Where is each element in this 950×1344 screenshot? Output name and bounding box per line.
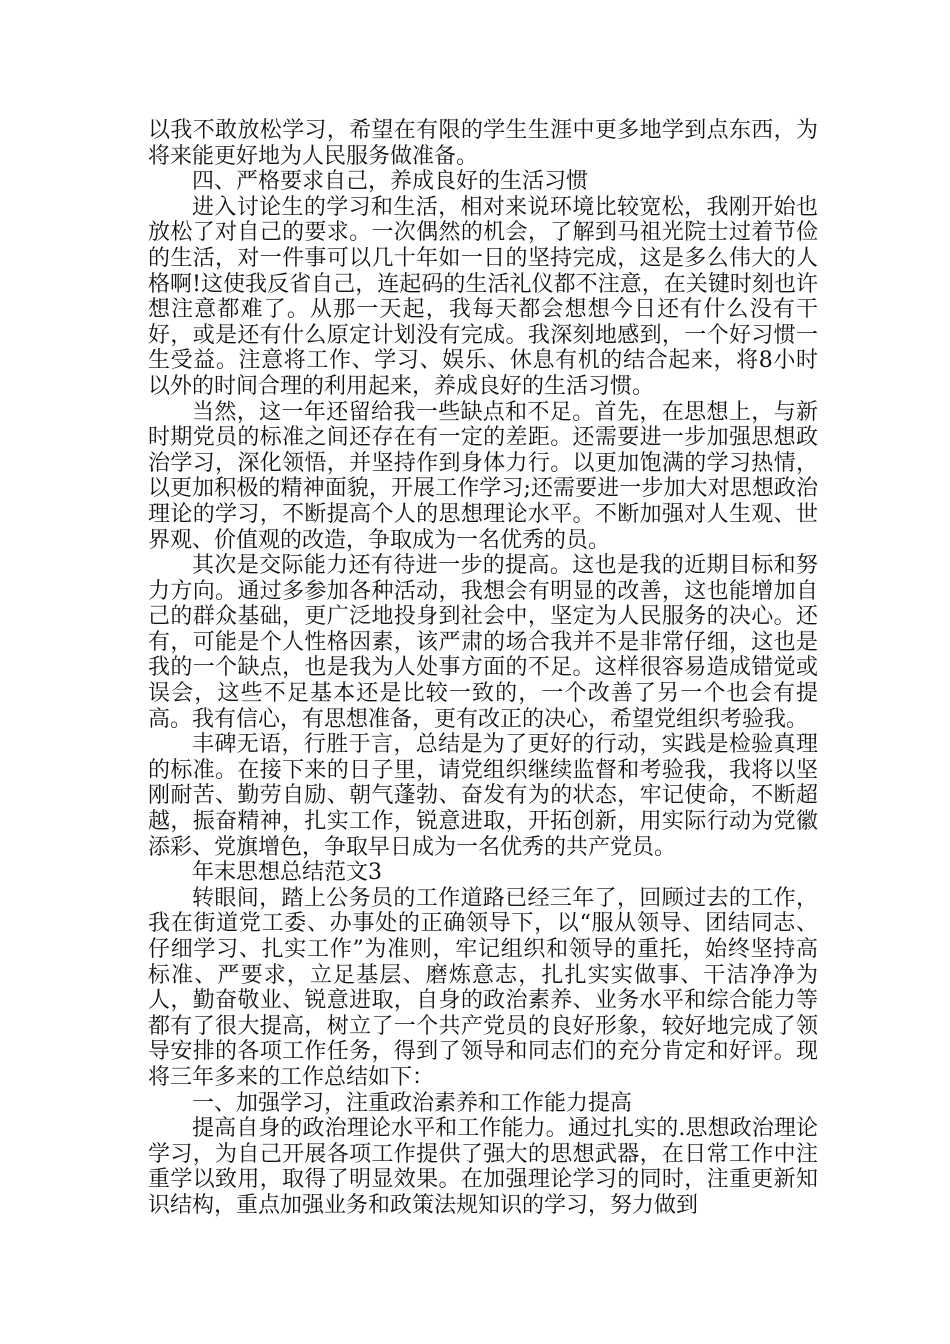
paragraph-3: 进入讨论生的学习和生活，相对来说环境比较宽松，我刚开始也放松了对自己的要求。一次偶然的机会，了解到马祖光院士过着节俭的生活，对一件事可以几十年如一日的坚持完成，这是多么伟大的人格啊!这使我反省自己，连起码的生活礼仪都不注意，在关键时刻也许想注意都难了。从那一天起，我每天都会想想今日还有什么没有干好，或是还有什么原定计划没有完成。我深刻地感到，一个好习惯一生受益。注意将工作、学习、娱乐、休息有机的结合起来，将8小时以外的时间合理的利用起来，养成良好的生活习惯。 [148, 194, 818, 399]
paragraph-5: 其次是交际能力还有待进一步的提高。这也是我的近期目标和努力方向。通过多参加各种活动，我想会有明显的改善，这也能增加自己的群众基础，更广泛地投身到社会中，坚定为人民服务的决心。还有，可能是个人性格因素，该严肃的场合我并不是非常仔细，这也是我的一个缺点，也是我为人处事方面的不足。这样很容易造成错觉或误会，这些不足基本还是比较一致的，一个改善了另一个也会有提高。我有信心，有思想准备，更有改正的决心，希望党组织考验我。 [148, 553, 818, 732]
document-page [148, 118, 818, 1219]
paragraph-1: 以我不敢放松学习，希望在有限的学生生涯中更多地学到点东西，为将来能更好地为人民服务做准备。 [148, 118, 818, 169]
section-heading-4: 四、严格要求自己，养成良好的生活习惯 [192, 169, 589, 195]
paragraph-4: 当然，这一年还留给我一些缺点和不足。首先，在思想上，与新时期党员的标准之间还存在有一定的差距。还需要进一步加强思想政治学习，深化领悟，并坚持作到身体力行。以更加饱满的学习热情，以更加积极的精神面貌，开展工作学习;还需要进一步加大对思想政治理论的学习，不断提高个人的思想理论水平。不断加强对人生观、世界观、价值观的改造，争取成为一名优秀的员。 [148, 399, 818, 553]
article-title-3: 年末思想总结范文3 [192, 860, 382, 886]
paragraph-6: 丰碑无语，行胜于言，总结是为了更好的行动，实践是检验真理的标准。在接下来的日子里，请党组织继续监督和考验我，我将以坚刚耐苦、勤劳自励、朝气蓬勃、奋发有为的状态，牢记使命，不断超越，振奋精神，扎实工作，锐意进取，开拓创新，用实际行动为党徽添彩、党旗增色，争取早日成为一名优秀的共产党员。 [148, 732, 818, 860]
paragraph-10: 提高自身的政治理论水平和工作能力。通过扎实的.思想政治理论学习，为自己开展各项工作提供了强大的思想武器，在日常工作中注重学以致用，取得了明显效果。在加强理论学习的同时，注重更新知识结构，重点加强业务和政策法规知识的学习，努力做到 [148, 1116, 818, 1218]
paragraph-8: 转眼间，踏上公务员的工作道路已经三年了，回顾过去的工作，我在街道党工委、办事处的正确领导下，以“服从领导、团结同志、仔细学习、扎实工作”为准则，牢记组织和领导的重托，始终坚持高标准、严要求，立足基层、磨炼意志，扎扎实实做事、干洁净净为人，勤奋敬业、锐意进取，自身的政治素养、业务水平和综合能力等都有了很大提高，树立了一个共产党员的良好形象，较好地完成了领导安排的各项工作任务，得到了领导和同志们的充分肯定和好评。现将三年多来的工作总结如下： [148, 885, 818, 1090]
section-heading-1: 一、加强学习，注重政治素养和工作能力提高 [192, 1090, 633, 1116]
